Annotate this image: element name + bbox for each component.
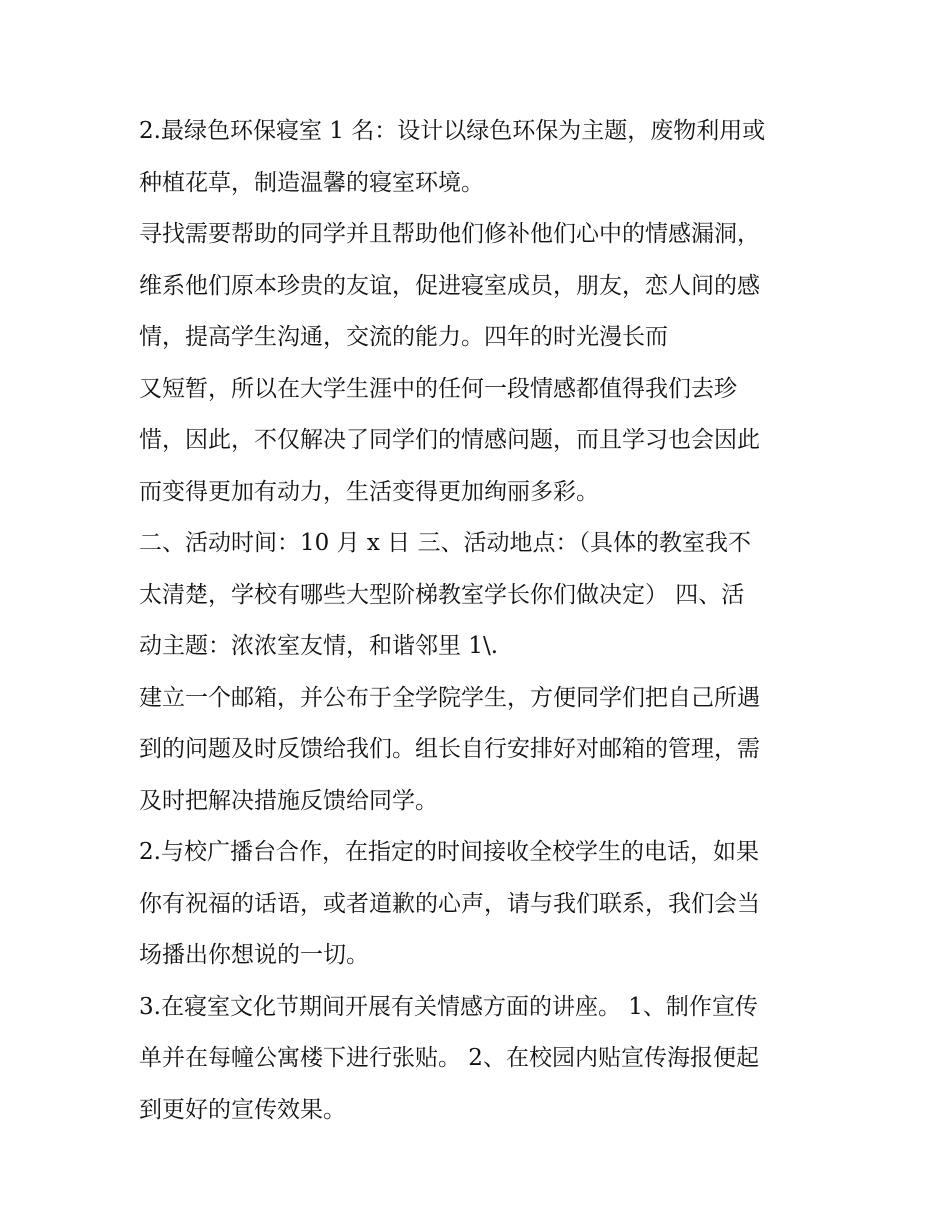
text-line: 到的问题及时反馈给我们。组长自行安排好对邮箱的管理，需	[139, 736, 760, 762]
text-line: 又短暂，所以在大学生涯中的任何一段情感都值得我们去珍	[139, 375, 737, 402]
text-line: 寻找需要帮助的同学并且帮助他们修补他们心中的情感漏洞，	[139, 221, 760, 247]
text-line: 2.与校广播台合作，在指定的时间接收全校学生的电话，如果	[139, 839, 759, 865]
text-line: 及时把解决措施反馈给同学。	[139, 787, 438, 814]
text-line: 2.最绿色环保寝室 1 名：设计以绿色环保为主题，废物利用或	[139, 118, 766, 144]
document-body	[139, 106, 819, 1136]
text-line: 动主题：浓浓室友情，和谐邻里 1\.	[139, 633, 499, 659]
text-line: 场播出你想说的一切。	[139, 942, 369, 968]
text-line: 维系他们原本珍贵的友谊，促进寝室成员，朋友，恋人间的感	[139, 272, 760, 299]
text-line: 你有祝福的话语，或者道歉的心声，请与我们联系，我们会当	[139, 890, 760, 917]
text-line: 而变得更加有动力，生活变得更加绚丽多彩。	[139, 478, 599, 505]
text-line: 太清楚，学校有哪些大型阶梯教室学长你们做决定） 四、活	[139, 581, 745, 608]
text-line: 种植花草，制造温馨的寝室环境。	[139, 169, 484, 196]
text-line: 建立一个邮箱，并公布于全学院学生，方便同学们把自己所遇	[139, 684, 760, 711]
text-line: 到更好的宣传效果。	[139, 1096, 346, 1123]
text-line: 3.在寝室文化节期间开展有关情感方面的讲座。 1、制作宣传	[139, 993, 758, 1020]
text-line: 惜，因此，不仅解决了同学们的情感问题，而且学习也会因此	[139, 427, 760, 453]
text-line: 单并在每幢公寓楼下进行张贴。 2、在校园内贴宣传海报便起	[139, 1045, 759, 1071]
text-line: 二、活动时间：10 月 x 日 三、活动地点：（具体的教室我不	[139, 530, 751, 556]
text-line: 情，提高学生沟通，交流的能力。四年的时光漫长而	[139, 324, 668, 350]
